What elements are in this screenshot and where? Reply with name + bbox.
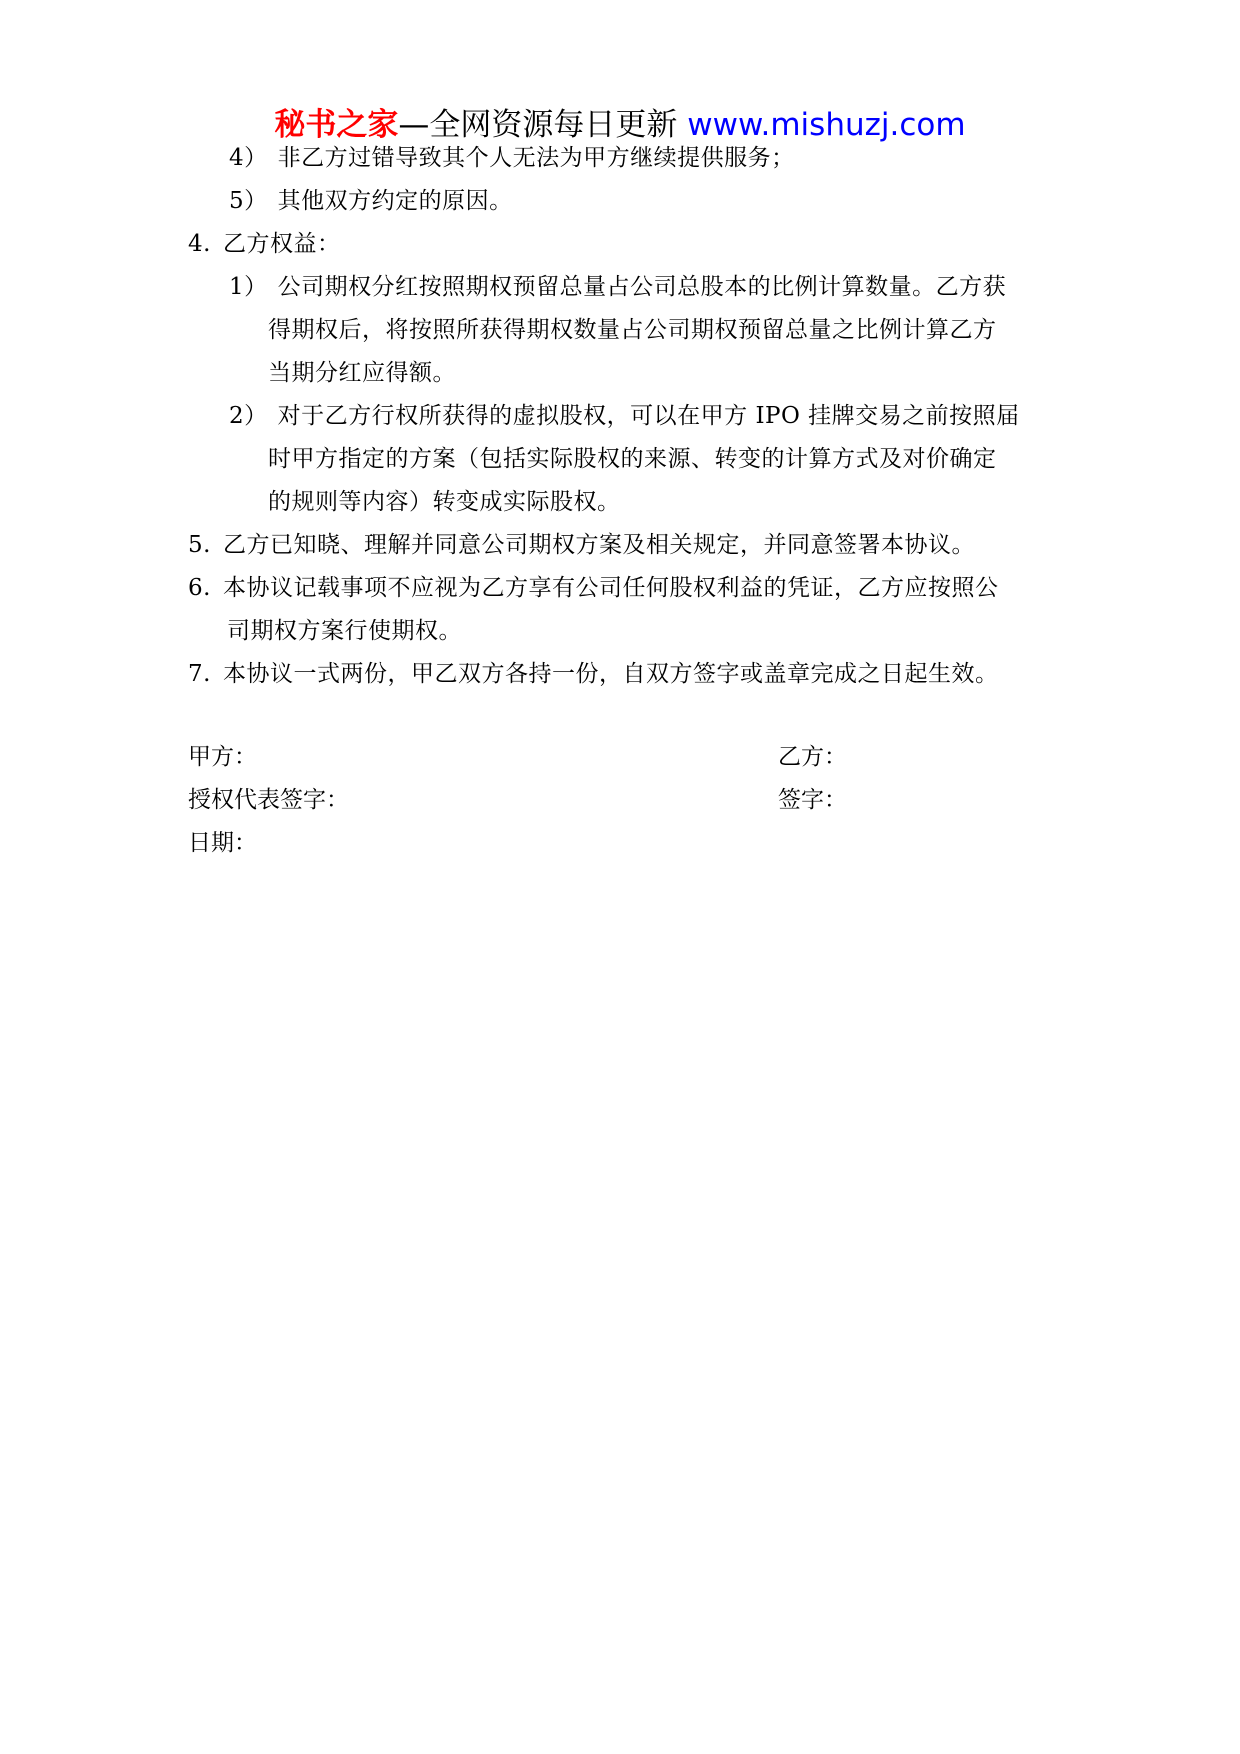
item-4-2-line-3	[268, 487, 621, 517]
item-4-2-line-2	[268, 444, 997, 474]
header-slogan: —全网资源每日更新	[398, 107, 678, 143]
item-4-1-text-line-1: 公司期权分红按照期权预留总量占公司总股本的比例计算数量。乙方获	[277, 274, 1007, 300]
item-5-number: 5.	[188, 532, 211, 558]
party-b-label: 乙方：	[778, 744, 847, 770]
item-4-2-text-line-1: 对于乙方行权所获得的虚拟股权，可以在甲方 IPO 挂牌交易之前按照届	[277, 403, 1020, 429]
item-4-2-number: 2）	[229, 403, 268, 429]
item-4-1-line-2	[268, 315, 997, 345]
party-a-label: 甲方：	[188, 744, 257, 770]
party-a-rep-signature-label: 授权代表签字：	[188, 787, 349, 813]
sub-item-4	[229, 143, 795, 173]
item-4	[188, 229, 340, 259]
party-b-signature-label: 签字：	[778, 787, 847, 813]
item-6-text-line-1: 本协议记载事项不应视为乙方享有公司任何股权利益的凭证，乙方应按照公	[222, 575, 999, 601]
item-5	[188, 530, 975, 560]
item-4-1-text-line-2: 得期权后，将按照所获得期权数量占公司期权预留总量之比例计算乙方	[268, 317, 997, 343]
sub-item-5-text: 其他双方约定的原因。	[277, 188, 513, 214]
item-6-line-2	[227, 616, 462, 646]
date-label: 日期：	[188, 830, 257, 856]
item-6-text-line-2: 司期权方案行使期权。	[227, 618, 462, 644]
header-url-link[interactable]: www.mishuzj.com	[687, 107, 966, 143]
item-4-1-text-line-3: 当期分红应得额。	[268, 360, 456, 386]
item-7-text: 本协议一式两份，甲乙双方各持一份，自双方签字或盖章完成之日起生效。	[222, 661, 999, 687]
item-7-number: 7.	[188, 661, 211, 687]
sub-item-4-number: 4）	[229, 145, 268, 171]
item-4-number: 4.	[188, 231, 211, 257]
item-7	[188, 659, 998, 689]
item-4-2-text-line-2: 时甲方指定的方案（包括实际股权的来源、转变的计算方式及对价确定	[268, 446, 997, 472]
item-4-1-number: 1）	[229, 274, 268, 300]
item-4-1-line-1	[229, 272, 1006, 302]
item-6-line-1	[188, 573, 998, 603]
item-4-2-line-1	[229, 401, 1020, 431]
header-brand: 秘书之家	[274, 107, 399, 143]
sub-item-5-number: 5）	[229, 188, 268, 214]
sub-item-4-text: 非乙方过错导致其个人无法为甲方继续提供服务；	[277, 145, 795, 171]
item-4-text: 乙方权益：	[222, 231, 341, 257]
sub-item-5	[229, 186, 513, 216]
item-5-text: 乙方已知晓、理解并同意公司期权方案及相关规定，并同意签署本协议。	[222, 532, 975, 558]
item-4-2-text-line-3: 的规则等内容）转变成实际股权。	[268, 489, 621, 515]
item-4-1-line-3	[268, 358, 456, 388]
item-6-number: 6.	[188, 575, 211, 601]
